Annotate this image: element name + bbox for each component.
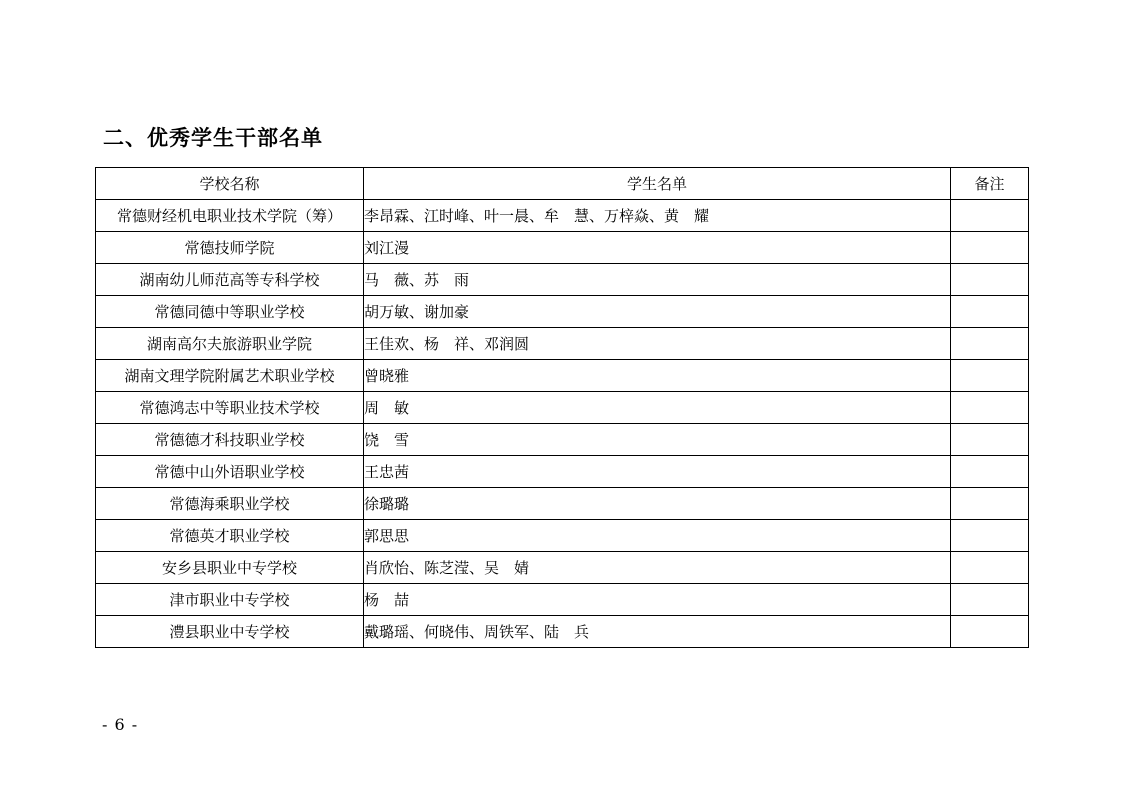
table-row: [96, 232, 1029, 264]
table-row: [96, 552, 1029, 584]
table-row: [96, 200, 1029, 232]
cell-school: 常德同德中等职业学校: [96, 296, 364, 328]
table-row: [96, 424, 1029, 456]
cell-remark: [951, 488, 1029, 520]
cell-remark: [951, 616, 1029, 648]
cell-school: 湖南高尔夫旅游职业学院: [96, 328, 364, 360]
cell-school: 常德中山外语职业学校: [96, 456, 364, 488]
table-row: [96, 392, 1029, 424]
table-body: [96, 200, 1029, 648]
cell-school: 常德英才职业学校: [96, 520, 364, 552]
table-row: [96, 328, 1029, 360]
table-row: [96, 456, 1029, 488]
cell-students: 刘江漫: [364, 232, 951, 264]
cell-students: 王忠茜: [364, 456, 951, 488]
header-students: 学生名单: [364, 168, 951, 200]
table-row: [96, 584, 1029, 616]
header-school: 学校名称: [96, 168, 364, 200]
cell-school: 津市职业中专学校: [96, 584, 364, 616]
cell-students: 徐璐璐: [364, 488, 951, 520]
cell-school: 常德海乘职业学校: [96, 488, 364, 520]
cell-school: 常德技师学院: [96, 232, 364, 264]
cell-school: 安乡县职业中专学校: [96, 552, 364, 584]
table-header-row: [96, 168, 1029, 200]
cell-students: 胡万敏、谢加豪: [364, 296, 951, 328]
cell-remark: [951, 360, 1029, 392]
cell-remark: [951, 296, 1029, 328]
cell-school: 湖南文理学院附属艺术职业学校: [96, 360, 364, 392]
table-row: [96, 488, 1029, 520]
cell-school: 常德鸿志中等职业技术学校: [96, 392, 364, 424]
cell-remark: [951, 424, 1029, 456]
cell-students: 王佳欢、杨 祥、邓润圆: [364, 328, 951, 360]
cell-students: 饶 雪: [364, 424, 951, 456]
cell-students: 杨 喆: [364, 584, 951, 616]
cell-remark: [951, 456, 1029, 488]
cell-students: 马 薇、苏 雨: [364, 264, 951, 296]
cell-students: 郭思思: [364, 520, 951, 552]
cell-school: 常德财经机电职业技术学院（筹）: [96, 200, 364, 232]
cell-school: 常德德才科技职业学校: [96, 424, 364, 456]
student-cadre-table: [95, 167, 1029, 648]
table-row: [96, 616, 1029, 648]
cell-students: 李昂霖、江时峰、叶一晨、牟 慧、万梓焱、黄 耀: [364, 200, 951, 232]
page-number: - 6 -: [102, 715, 139, 734]
table-row: [96, 264, 1029, 296]
cell-remark: [951, 200, 1029, 232]
cell-remark: [951, 232, 1029, 264]
table-row: [96, 520, 1029, 552]
cell-remark: [951, 584, 1029, 616]
cell-students: 戴璐瑶、何晓伟、周铁军、陆 兵: [364, 616, 951, 648]
cell-remark: [951, 264, 1029, 296]
table-row: [96, 296, 1029, 328]
table-row: [96, 360, 1029, 392]
cell-remark: [951, 552, 1029, 584]
cell-remark: [951, 392, 1029, 424]
cell-students: 周 敏: [364, 392, 951, 424]
page-title: 二、优秀学生干部名单: [103, 126, 323, 150]
cell-students: 肖欣怡、陈芝滢、吴 婧: [364, 552, 951, 584]
cell-remark: [951, 520, 1029, 552]
cell-students: 曾晓雅: [364, 360, 951, 392]
cell-school: 湖南幼儿师范高等专科学校: [96, 264, 364, 296]
header-remark: 备注: [951, 168, 1029, 200]
cell-remark: [951, 328, 1029, 360]
cell-school: 澧县职业中专学校: [96, 616, 364, 648]
